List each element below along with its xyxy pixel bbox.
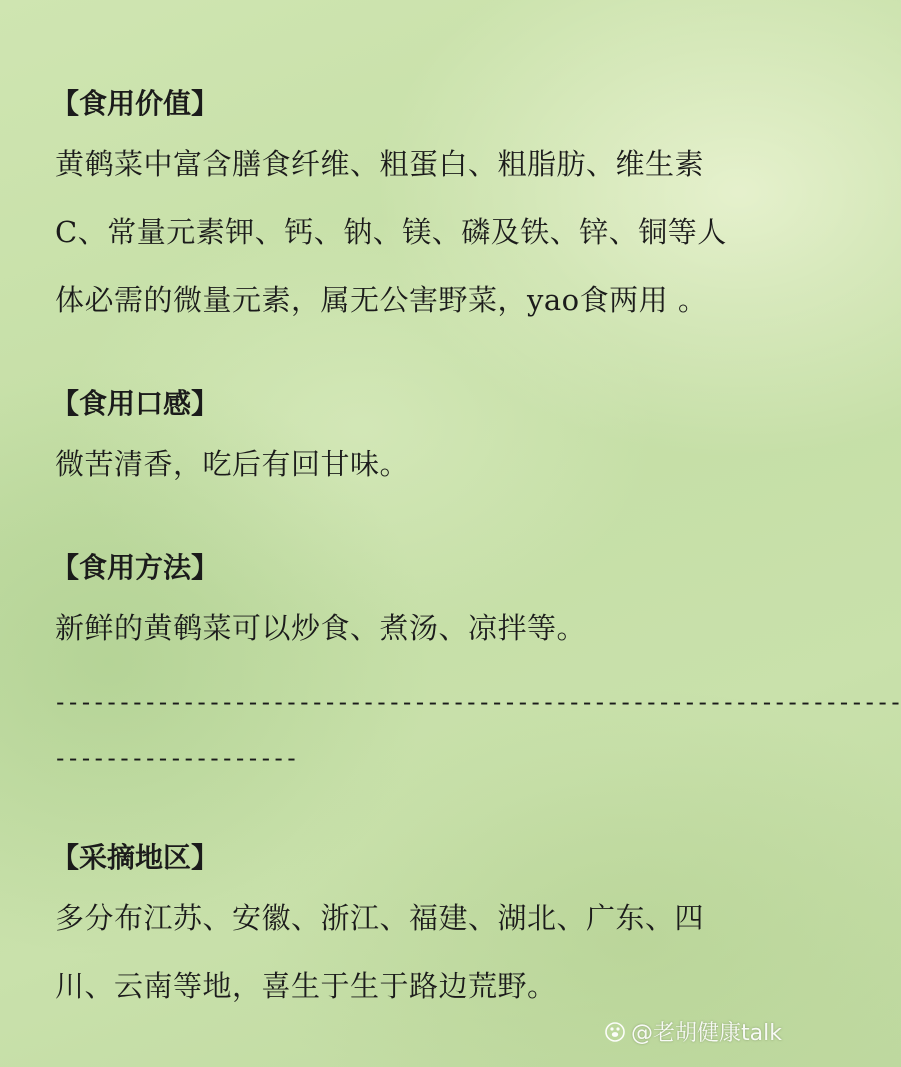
section-taste xyxy=(51,378,767,498)
watermark-text: @老胡健康talk xyxy=(631,1021,782,1046)
section-heading: 【食用口感】 xyxy=(51,387,220,420)
section-heading: 【采摘地区】 xyxy=(51,841,220,874)
watermark xyxy=(605,1016,782,1047)
paragraph-line: 新鲜的黄鹌菜可以炒食、煮汤、凉拌等。 xyxy=(55,611,587,645)
section-heading: 【食用方法】 xyxy=(51,551,220,584)
section-edible-value xyxy=(51,78,767,334)
paragraph-line: C、常量元素钾、钙、钠、镁、磷及铁、锌、铜等人 xyxy=(55,215,727,249)
paragraph-line: 川、云南等地，喜生于生于路边荒野。 xyxy=(55,969,557,1003)
paragraph-line: 多分布江苏、安徽、浙江、福建、湖北、广东、四 xyxy=(55,901,705,935)
section-heading: 【食用价值】 xyxy=(51,87,220,120)
document-body xyxy=(51,78,901,1020)
paragraph-line: 微苦清香，吃后有回甘味。 xyxy=(55,447,410,481)
divider-line: ------------------------------------------------------------------ xyxy=(53,688,901,716)
paw-icon xyxy=(605,1022,625,1042)
paragraph-line: 黄鹌菜中富含膳食纤维、粗蛋白、粗脂肪、维生素 xyxy=(55,147,705,181)
dashed-divider xyxy=(53,674,901,786)
section-harvest-region xyxy=(51,832,767,1020)
section-cooking-method xyxy=(51,542,767,662)
divider-line: ------------------- xyxy=(53,744,298,772)
paragraph-line: 体必需的微量元素，属无公害野菜，yao食两用 。 xyxy=(55,283,708,317)
